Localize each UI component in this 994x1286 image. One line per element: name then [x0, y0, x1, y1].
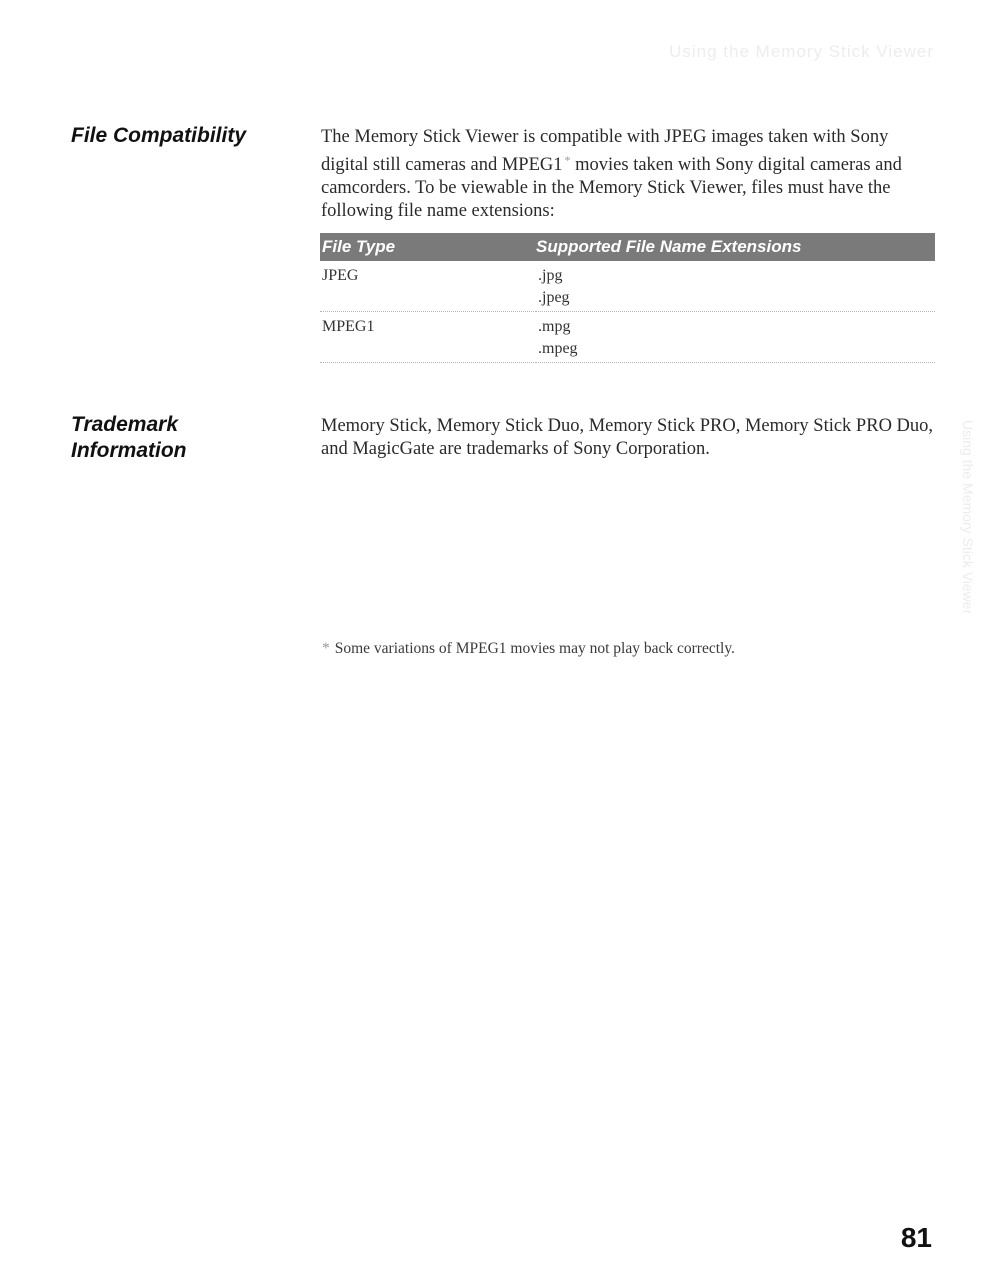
extension-value: .jpeg: [538, 289, 570, 306]
table-row: [320, 261, 935, 312]
side-tab-label: Using the Memory Stick Viewer: [960, 420, 976, 615]
running-header: Using the Memory Stick Viewer: [669, 42, 934, 61]
table-header-extensions: Supported File Name Extensions: [536, 233, 935, 261]
file-compatibility-paragraph: [321, 126, 935, 223]
file-compatibility-heading: File Compatibility: [71, 124, 247, 147]
table-cell-file-type: JPEG: [320, 261, 536, 312]
extension-value: .mpeg: [538, 340, 578, 357]
table-header-file-type: File Type: [320, 233, 536, 261]
table-cell-extensions: [536, 312, 935, 363]
trademark-heading-line1: Trademark: [71, 413, 179, 436]
table-header-row: [320, 233, 935, 261]
file-extension-table: [320, 233, 935, 363]
trademark-heading-line2: Information: [71, 439, 187, 462]
page-number: 81: [900, 1222, 932, 1253]
table-row: [320, 312, 935, 363]
paragraph-text-before-ref: The Memory Stick Viewer is compatible with JPEG images taken with Sony digital still cameras and MPEG1: [321, 127, 889, 175]
trademark-paragraph: Memory Stick, Memory Stick Duo, Memory Stick PRO, Memory Stick PRO Duo, and MagicGate are trademarks of Sony Corporation.: [321, 416, 934, 459]
table-cell-extensions: [536, 261, 935, 312]
table-cell-file-type: MPEG1: [320, 312, 536, 363]
footnote-mark: *: [322, 640, 330, 657]
paragraph-text-after-ref: movies taken with Sony digital cameras and camcorders. To be viewable in the Memory Stick Viewer, files must have the following file name extensions:: [321, 155, 902, 221]
footnote-text: Some variations of MPEG1 movies may not play back correctly.: [334, 640, 735, 657]
footnote: [322, 640, 735, 658]
extension-value: .mpg: [538, 318, 571, 335]
extension-value: .jpg: [538, 267, 563, 284]
trademark-heading: [71, 412, 187, 464]
footnote-reference-mark: *: [564, 153, 571, 167]
